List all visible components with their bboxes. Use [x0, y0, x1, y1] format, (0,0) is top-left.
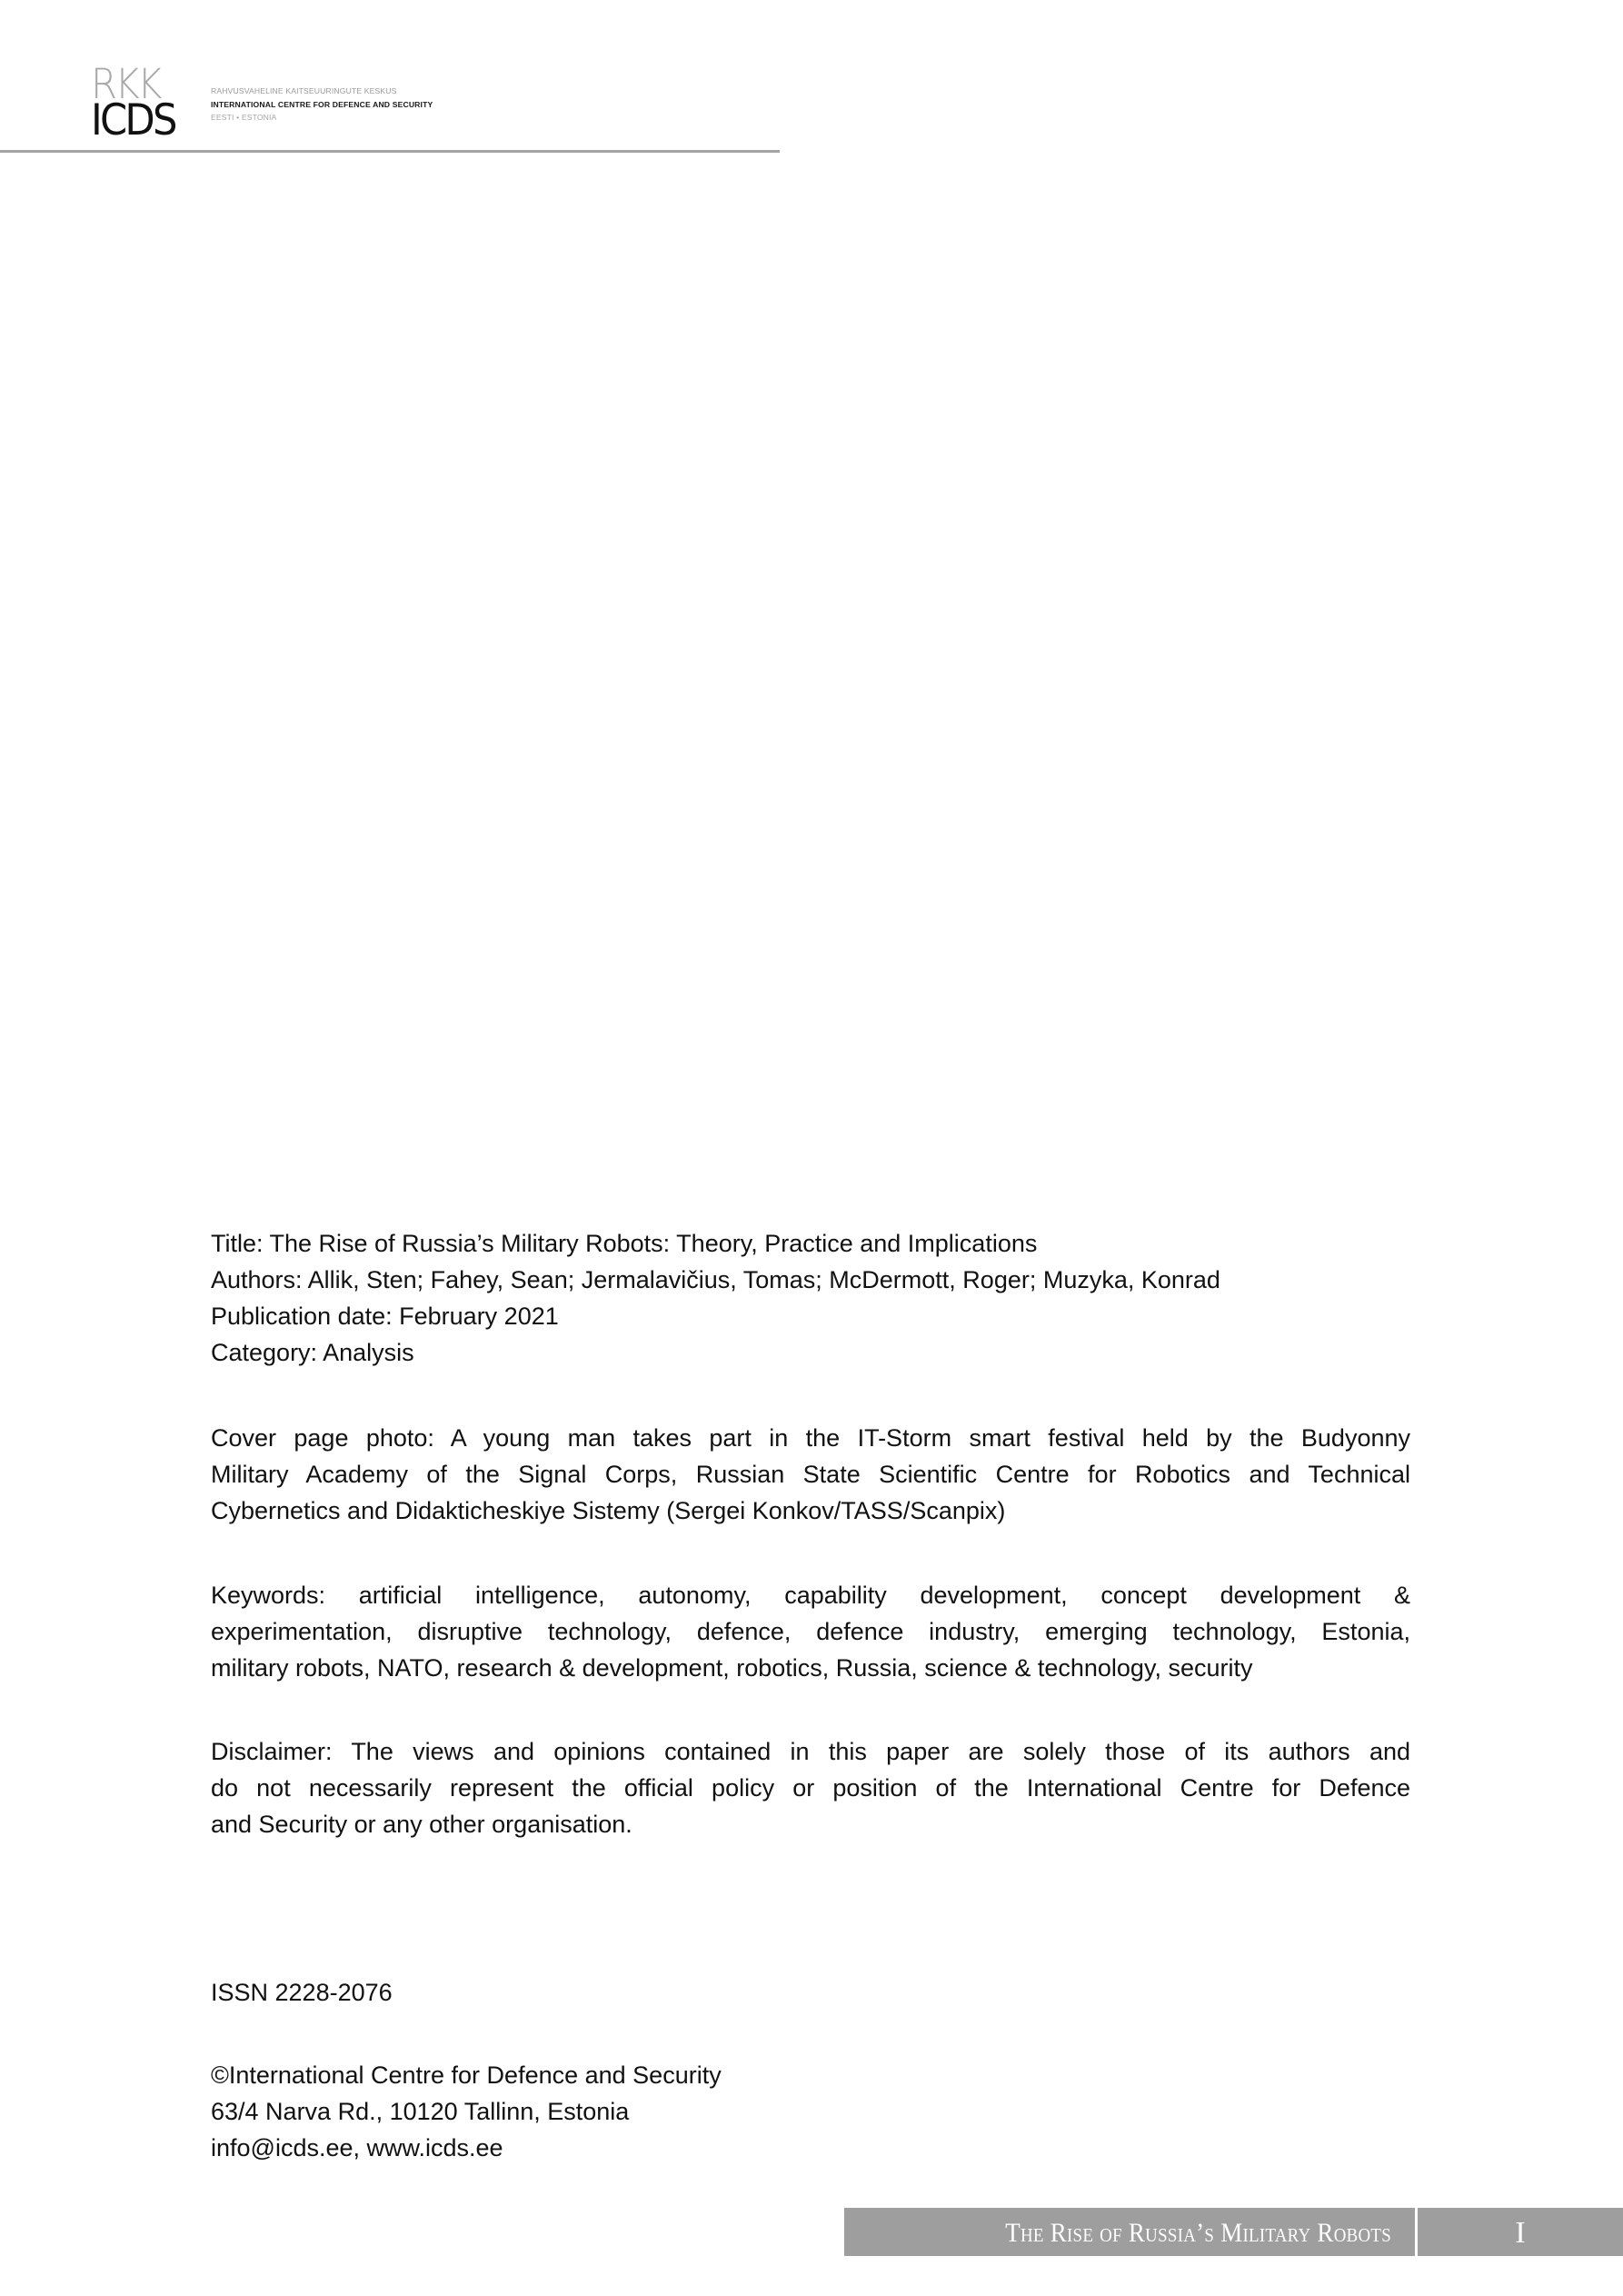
street-address-line: 63/4 Narva Rd., 10120 Tallinn, Estonia [211, 2098, 630, 2125]
publication-date-line: Publication date: February 2021 [211, 1303, 559, 1330]
issn-block [211, 1974, 1410, 2011]
organisation-tagline [211, 85, 433, 125]
keywords-line: military robots, NATO, research & development, robotics, Russia, science & technology, security [211, 1654, 1253, 1682]
cover-line: Cover page photo: A young man takes part in the IT-Storm smart festival held by the Budyonny [211, 1424, 1410, 1452]
header-divider [0, 150, 780, 153]
contact-line: info@icds.ee, www.icds.ee [211, 2134, 503, 2161]
icds-logo [91, 60, 191, 145]
logo-rkk-text: RKK [91, 60, 160, 108]
tagline-estonian: RAHVUSVAHELINE KAITSEUURINGUTE KESKUS [211, 86, 397, 95]
disclaimer-paragraph [211, 1733, 1410, 1842]
copyright-line: ©International Centre for Defence and Security [211, 2061, 722, 2089]
cover-line: Cybernetics and Didakticheskiye Sistemy (Sergei Konkov/TASS/Scanpix) [211, 1497, 1006, 1524]
category-line: Category: Analysis [211, 1339, 414, 1366]
issn-number: ISSN 2228-2076 [211, 1979, 393, 2006]
keywords-line: experimentation, disruptive technology, defence, defence industry, emerging technology, Estonia, [211, 1618, 1410, 1645]
cover-line: Military Academy of the Signal Corps, Russian State Scientific Centre for Robotics and Technical [211, 1461, 1410, 1488]
disclaimer-line: do not necessarily represent the official policy or position of the International Centre for Defence [211, 1774, 1410, 1802]
title-line: Title: The Rise of Russia’s Military Robots: Theory, Practice and Implications [211, 1230, 1038, 1257]
logo-icds-text: ICDS [91, 95, 175, 145]
publication-metadata [211, 1225, 1410, 1371]
disclaimer-line: and Security or any other organisation. [211, 1811, 632, 1838]
footer-running-title-band [844, 2208, 1415, 2256]
page-number: I [1418, 2208, 1623, 2256]
keywords-paragraph [211, 1577, 1410, 1686]
disclaimer-line: Disclaimer: The views and opinions contained in this paper are solely those of its authors and [211, 1738, 1410, 1765]
tagline-english: INTERNATIONAL CENTRE FOR DEFENCE AND SECURITY [211, 99, 433, 109]
keywords-line: Keywords: artificial intelligence, autonomy, capability development, concept development & [211, 1582, 1410, 1609]
running-title: The Rise of Russia’s Military Robots [1005, 2218, 1391, 2248]
tagline-country: EESTI • ESTONIA [211, 113, 277, 122]
authors-line: Authors: Allik, Sten; Fahey, Sean; Jermalavičius, Tomas; McDermott, Roger; Muzyka, Konrad [211, 1266, 1220, 1293]
publisher-address [211, 2057, 1410, 2166]
cover-photo-credit [211, 1420, 1410, 1529]
